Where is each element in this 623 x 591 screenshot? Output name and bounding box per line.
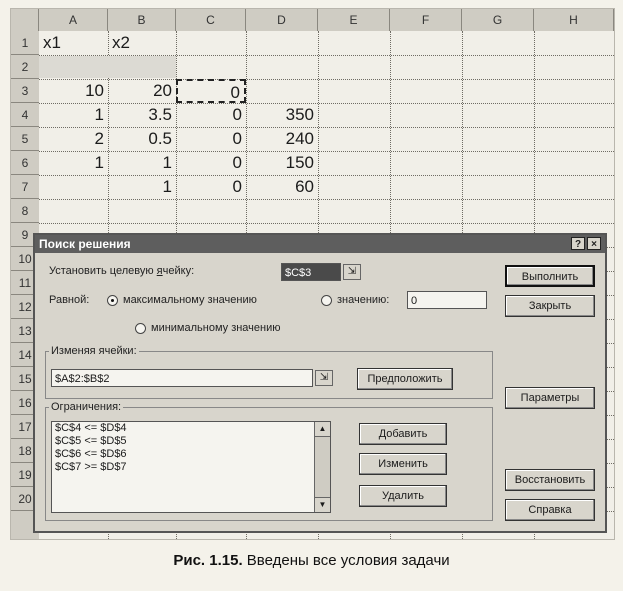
row-header[interactable]: 3: [11, 79, 39, 103]
cell-a5[interactable]: 2: [94, 129, 104, 148]
row-header[interactable]: 13: [11, 319, 39, 343]
help-icon[interactable]: ?: [571, 237, 585, 250]
cell-b7[interactable]: 1: [162, 177, 172, 196]
cell-c7[interactable]: 0: [232, 177, 242, 196]
cell-c6[interactable]: 0: [232, 153, 242, 172]
scroll-up-icon[interactable]: ▲: [315, 422, 330, 437]
column-header-c[interactable]: C: [176, 9, 246, 31]
row-header[interactable]: 4: [11, 103, 39, 127]
dialog-title: Поиск решения: [35, 235, 605, 253]
radio-max-label[interactable]: максимальному значению: [123, 294, 257, 306]
row-header[interactable]: 14: [11, 343, 39, 367]
cell-a6[interactable]: 1: [94, 153, 104, 172]
cell-b4[interactable]: 3.5: [148, 105, 172, 124]
column-header-h[interactable]: H: [534, 9, 614, 31]
column-header-d[interactable]: D: [246, 9, 318, 31]
row-header[interactable]: 1: [11, 31, 39, 55]
row-header[interactable]: 7: [11, 175, 39, 199]
column-header-bar: [11, 9, 614, 32]
cell-a3[interactable]: 10: [85, 81, 104, 100]
column-header-e[interactable]: E: [318, 9, 390, 31]
changing-cells-label: Изменяя ячейки:: [51, 345, 137, 357]
row-header[interactable]: 18: [11, 439, 39, 463]
cell-b5[interactable]: 0.5: [148, 129, 172, 148]
radio-min[interactable]: [135, 323, 146, 334]
column-header-g[interactable]: G: [462, 9, 534, 31]
row-header[interactable]: 6: [11, 151, 39, 175]
cell-b3[interactable]: 20: [153, 81, 172, 100]
cell-a4[interactable]: 1: [94, 105, 104, 124]
radio-max[interactable]: [107, 295, 118, 306]
column-header-f[interactable]: F: [390, 9, 462, 31]
spreadsheet-screenshot: [10, 8, 615, 540]
cell-c4[interactable]: 0: [232, 105, 242, 124]
close-icon[interactable]: ×: [587, 237, 601, 250]
cell-b6[interactable]: 1: [162, 153, 172, 172]
row-header[interactable]: 10: [11, 247, 39, 271]
guess-button[interactable]: Предположить: [357, 368, 453, 390]
help-button[interactable]: Справка: [505, 499, 595, 521]
delete-button[interactable]: Удалить: [359, 485, 447, 507]
cell-a1[interactable]: x1: [43, 33, 61, 52]
row-header[interactable]: 11: [11, 271, 39, 295]
constraints-label: Ограничения:: [51, 401, 122, 413]
changing-cells-input[interactable]: $A$2:$B$2: [51, 369, 313, 387]
figure-caption: [0, 552, 623, 569]
solve-button[interactable]: Выполнить: [505, 265, 595, 287]
radio-value[interactable]: [321, 295, 332, 306]
cell-d5[interactable]: 240: [285, 129, 314, 148]
caption-number: Рис. 1.15.: [173, 552, 243, 569]
select-all-corner[interactable]: [11, 9, 39, 31]
row-header[interactable]: 2: [11, 55, 39, 79]
row-header[interactable]: 19: [11, 463, 39, 487]
cell-b1[interactable]: x2: [112, 33, 130, 52]
list-item[interactable]: $C$4 <= $D$4: [55, 422, 127, 434]
target-cell-label: Установить целевую ячейку:: [49, 265, 195, 277]
row-header[interactable]: 5: [11, 127, 39, 151]
scroll-down-icon[interactable]: ▼: [315, 497, 330, 512]
cell-c5[interactable]: 0: [232, 129, 242, 148]
list-item[interactable]: $C$5 <= $D$5: [55, 435, 127, 447]
solver-dialog: [33, 233, 607, 533]
column-header-a[interactable]: A: [39, 9, 108, 31]
row-header[interactable]: 15: [11, 367, 39, 391]
radio-min-label[interactable]: минимальному значению: [151, 322, 281, 334]
radio-value-label[interactable]: значению:: [337, 294, 390, 306]
constraints-scrollbar[interactable]: [314, 422, 330, 512]
row-header[interactable]: 20: [11, 487, 39, 511]
row-header[interactable]: 8: [11, 199, 39, 223]
reset-button[interactable]: Восстановить: [505, 469, 595, 491]
collapse-dialog-icon[interactable]: ⇲: [315, 370, 333, 386]
constraints-list[interactable]: [51, 421, 331, 513]
cell-c3-selected[interactable]: 0: [176, 79, 246, 103]
row-header[interactable]: 12: [11, 295, 39, 319]
row-header[interactable]: 16: [11, 391, 39, 415]
cell-d7[interactable]: 60: [295, 177, 314, 196]
options-button[interactable]: Параметры: [505, 387, 595, 409]
row-header[interactable]: 17: [11, 415, 39, 439]
column-header-b[interactable]: B: [108, 9, 176, 31]
list-item[interactable]: $C$7 >= $D$7: [55, 461, 127, 473]
row-header[interactable]: 9: [11, 223, 39, 247]
cell-d4[interactable]: 350: [285, 105, 314, 124]
equal-to-label: Равной:: [49, 294, 90, 306]
close-dialog-button[interactable]: Закрыть: [505, 295, 595, 317]
change-button[interactable]: Изменить: [359, 453, 447, 475]
cell-d6[interactable]: 150: [285, 153, 314, 172]
value-input[interactable]: 0: [407, 291, 487, 309]
target-cell-input[interactable]: $C$3: [281, 263, 341, 281]
caption-text: Введены все условия задачи: [242, 552, 450, 569]
list-item[interactable]: $C$6 <= $D$6: [55, 448, 127, 460]
collapse-dialog-icon[interactable]: ⇲: [343, 264, 361, 280]
add-button[interactable]: Добавить: [359, 423, 447, 445]
